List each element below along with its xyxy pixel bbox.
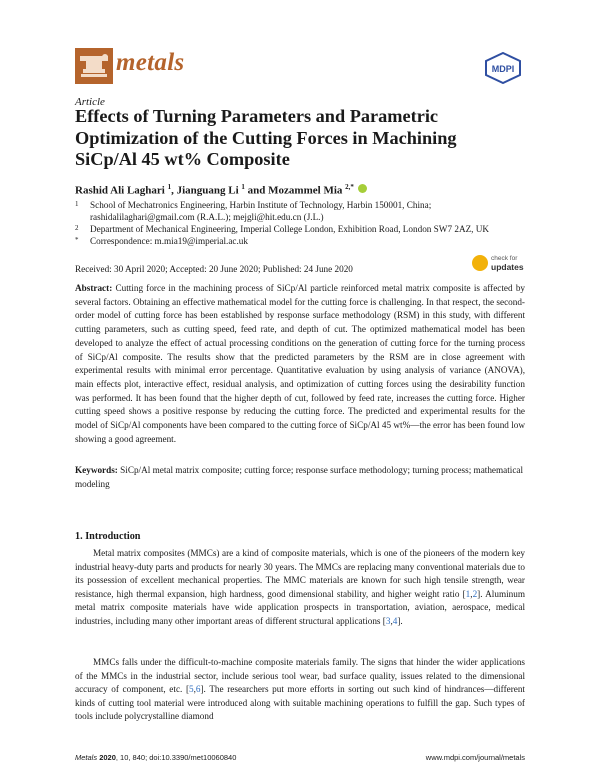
citation-link[interactable]: 5 <box>189 684 194 694</box>
citation-link[interactable]: 1 <box>465 588 471 599</box>
author-name: Jianguang Li <box>176 184 239 197</box>
check-updates-line1: check for <box>491 255 518 262</box>
keywords-label: Keywords: <box>75 465 118 475</box>
publication-dates: Received: 30 April 2020; Accepted: 20 June 2020; Published: 24 June 2020 <box>75 264 353 274</box>
keywords-text: SiCp/Al metal matrix composite; cutting force; response surface methodology; turning process; mathematical modeling <box>75 465 524 489</box>
orcid-icon[interactable] <box>358 184 367 193</box>
check-updates-line2: updates <box>491 262 524 272</box>
citation-link[interactable]: 6 <box>195 684 201 694</box>
article-title: Effects of Turning Parameters and Parametric Optimization of the Cutting Forces in Machining SiCp/Al 45 wt% Composite <box>75 106 457 169</box>
affiliation-text: School of Mechatronics Engineering, Harbin Institute of Technology, Harbin 150001, China; rashidalilaghari@gmail.com (R.A.L.); mejgli@hit.edu.cn (J.L.) <box>90 200 432 222</box>
intro-paragraph-1 <box>75 547 525 628</box>
footer-citation <box>75 753 236 762</box>
section-heading: 1. Introduction <box>75 531 141 542</box>
abstract-text: Cutting force in the machining process of SiCp/Al particle reinforced metal matrix composite is affected by several factors. Obtaining an effective mathematical model for the cutting force is challenging. In that respect, the second-order model of cutting force has been established by response surface methodology (RSM) in this study, with different cutting parameters, such as cutting speed, feed rate, and depth of cut. The optimized mathematical model has been developed to analyze the effect of actual processing conditions on the generation of cutting force for the turning process of SiCp/Al composite. The results show that the predicted parameters by the RSM are in close agreement with experimental results with minimal error percentage. Quantitative evaluation by using analysis of variance (ANOVA), main effects plot, interactive effect, residual analysis, and optimization of cutting forces using the desirability function was performed. It has been found that the higher depth of cut, followed by feed rate, increases the cutting force. Higher cutting speed shows a positive response by reducing the cutting force. The predicted and experimental results for the model of SiCp/Al components have been compared to the cutting force of SiCp/Al 45 wt%—the error has been found low showing a good agreement. <box>75 283 526 444</box>
check-for-updates-button[interactable] <box>472 254 524 276</box>
journal-name: metals <box>116 49 185 76</box>
correspondence-text: Correspondence: m.mia19@imperial.ac.uk <box>90 236 248 246</box>
intro-paragraph-2 <box>75 656 525 724</box>
paragraph-text: ]. Aluminum metal matrix composite materials have wide application prospects in transportation, aviation, aerospace, medical industries, including many other important areas of different structural applications [ <box>75 588 525 626</box>
mdpi-logo-icon <box>484 52 522 84</box>
citation-separator: , <box>390 615 393 626</box>
paragraph-text: ]. The researchers put more efforts in sorting out such kind of hindrances—different kinds of cutting tool material were introduced along with suitable machining operations to fulfill the gap. Such types of tools include polycrystalline diamond <box>75 684 525 721</box>
footer-url-link[interactable]: www.mdpi.com/journal/metals <box>425 753 525 762</box>
affiliation-mark: * <box>75 236 79 244</box>
author-list <box>75 183 367 197</box>
author-affiliation-mark: 1 <box>167 183 172 191</box>
affiliation-text: Department of Mechanical Engineering, Imperial College London, Exhibition Road, London SW7 2AZ, UK <box>90 224 490 234</box>
affiliation-mark: 1 <box>75 200 79 208</box>
abstract <box>75 282 525 446</box>
author-separator: , <box>171 184 177 197</box>
paragraph-text: ]. <box>397 615 403 626</box>
journal-logo-icon <box>75 48 113 84</box>
author-name: Rashid Ali Laghari <box>75 184 165 197</box>
footer-journal: Metals <box>75 753 98 762</box>
paragraph-text: Metal matrix composites (MMCs) are a kind of composite materials, which is one of the pioneers of the modern key industrial heavy-duty parts and products for nearly 30 years. The MMCs are replacing many conventional materials due to its possession of excellent mechanical properties. The MMC materials are known for such high tensile strength, wear resistance, high thermal expansion, high hardness, good dimensional stability, and higher weight ratio [ <box>75 548 525 599</box>
citation-separator: , <box>470 588 473 599</box>
author-name: Mozammel Mia <box>268 184 343 197</box>
citation-separator: , <box>193 684 196 694</box>
keywords <box>75 464 525 491</box>
paragraph-text: MMCs falls under the difficult-to-machine composite materials family. The signs that hinder the wider applications of the MMCs in the industrial sector, include serious tool wear, bad surface quality, issues related to the dimensional accuracy of component, etc. [ <box>75 657 525 694</box>
footer-doi: , 10, 840; doi:10.3390/met10060840 <box>115 753 237 762</box>
author-affiliation-mark: 1 <box>241 183 245 191</box>
citation-link[interactable]: 2 <box>472 588 478 599</box>
citation-link[interactable]: 3 <box>385 615 391 626</box>
footer-year: 2020 <box>99 753 116 762</box>
author-affiliation-mark: 2,* <box>345 183 354 191</box>
abstract-label: Abstract: <box>75 283 113 293</box>
citation-link[interactable]: 4 <box>392 615 398 626</box>
affiliation-mark: 2 <box>75 224 79 232</box>
check-updates-icon <box>472 255 488 271</box>
article-type: Article <box>75 96 105 108</box>
mdpi-logo-text: MDPI <box>491 64 515 74</box>
author-separator: and <box>244 184 269 197</box>
